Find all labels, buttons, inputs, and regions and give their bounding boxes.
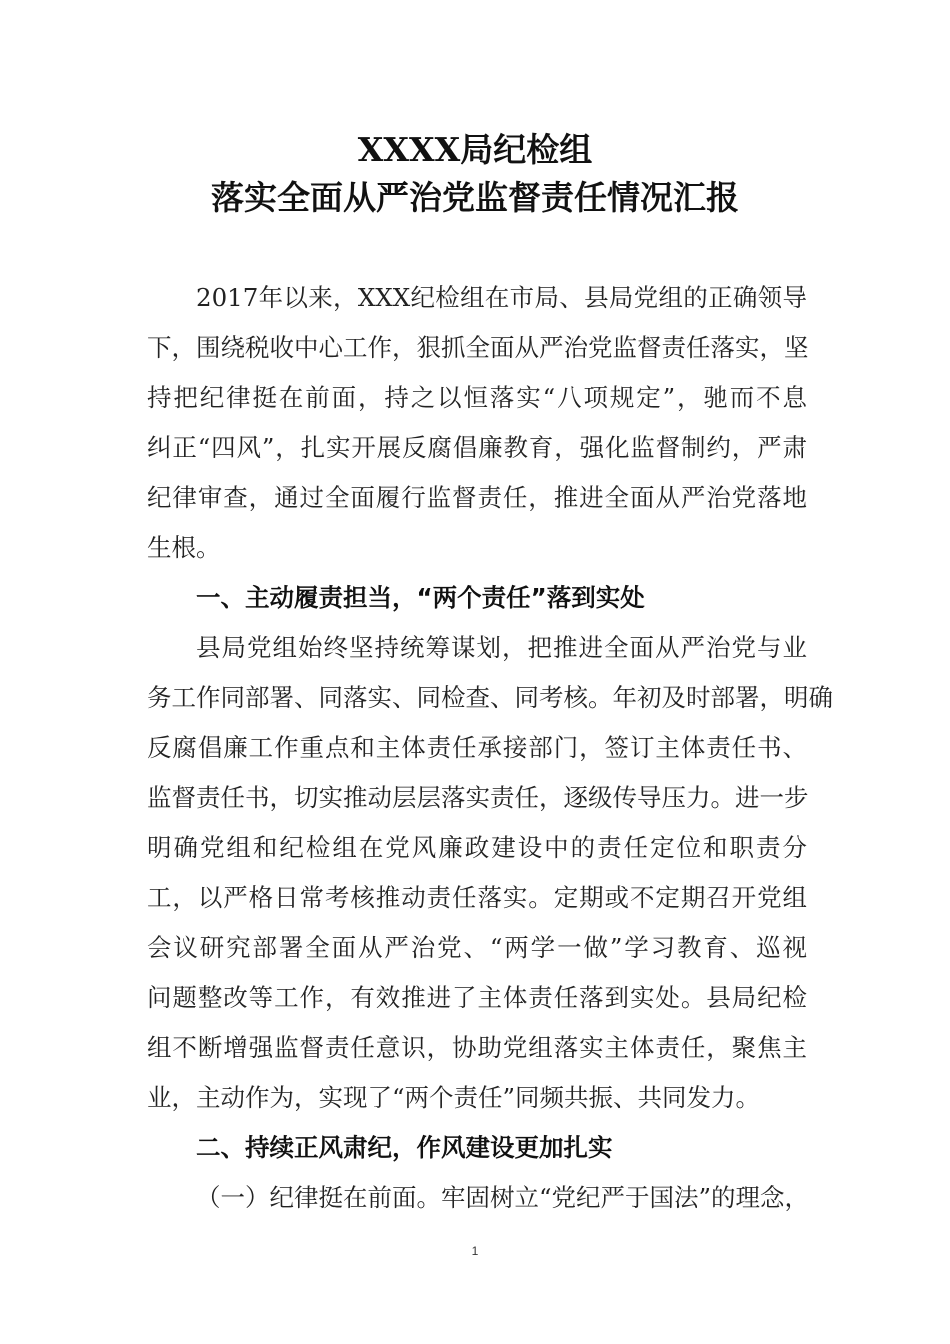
paragraph-line: （一）纪律挺在前面。牢固树立“党纪严于国法”的理念， — [196, 1183, 810, 1212]
paragraph-line: 2017年以来，XXX纪检组在市局、县局党组的正确领导 — [196, 283, 807, 312]
paragraph-line: 生根。 — [147, 533, 221, 562]
paragraph-line: 组不断增强监督责任意识，协助党组落实主体责任，聚焦主 — [147, 1033, 807, 1062]
paragraph-line: 业，主动作为，实现了“两个责任”同频共振、共同发力。 — [147, 1083, 761, 1112]
paragraph-line: 会议研究部署全面从严治党、“两学一做”学习教育、巡视 — [147, 933, 807, 962]
section-heading-2: 二、持续正风肃纪，作风建设更加扎实 — [196, 1133, 613, 1162]
paragraph-line: 下，围绕税收中心工作，狠抓全面从严治党监督责任落实，坚 — [147, 333, 809, 362]
document-title-line-2: 落实全面从严治党监督责任情况汇报 — [211, 178, 739, 217]
paragraph-line: 县局党组始终坚持统筹谋划，把推进全面从严治党与业 — [196, 633, 807, 662]
paragraph-line: 纠正“四风”，扎实开展反腐倡廉教育，强化监督制约，严肃 — [147, 433, 807, 462]
paragraph-line: 问题整改等工作，有效推进了主体责任落到实处。县局纪检 — [147, 983, 807, 1012]
page-number: 1 — [471, 1244, 479, 1258]
paragraph-line: 监督责任书，切实推动层层落实责任，逐级传导压力。进一步 — [147, 783, 809, 812]
section-heading-1: 一、主动履责担当，“两个责任”落到实处 — [196, 583, 645, 612]
paragraph-line: 明确党组和纪检组在党风廉政建设中的责任定位和职责分 — [147, 833, 807, 862]
paragraph-line: 工，以严格日常考核推动责任落实。定期或不定期召开党组 — [147, 883, 807, 912]
paragraph-line: 务工作同部署、同落实、同检查、同考核。年初及时部署，明确 — [147, 683, 833, 712]
document-title-line-1: XXXX局纪检组 — [357, 130, 593, 169]
paragraph-line: 纪律审查，通过全面履行监督责任，推进全面从严治党落地 — [147, 483, 807, 512]
paragraph-line: 持把纪律挺在前面，持之以恒落实“八项规定”，驰而不息 — [147, 383, 807, 412]
paragraph-line: 反腐倡廉工作重点和主体责任承接部门，签订主体责任书、 — [147, 733, 807, 762]
